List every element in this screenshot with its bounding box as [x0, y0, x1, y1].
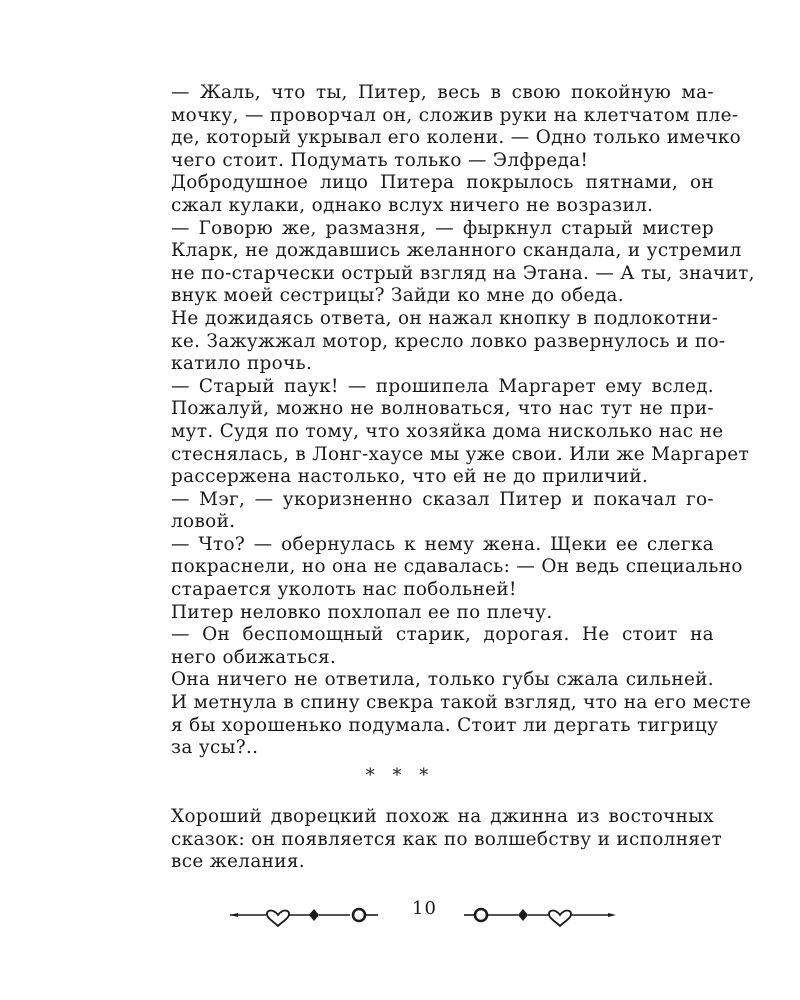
- text-line: — Мэг, — укоризненно сказал Питер и покачал го-: [171, 488, 714, 510]
- paragraph: [171, 533, 743, 602]
- main-text-continued: [171, 806, 723, 874]
- text-line: ловой.: [171, 511, 236, 533]
- text-line: за усы?..: [171, 737, 259, 759]
- section-separator: * * *: [365, 765, 435, 786]
- text-line: Кларк, не дождавшись желанного скандала, и устремил: [171, 240, 742, 262]
- main-text: [171, 82, 755, 760]
- paragraph: [171, 489, 714, 534]
- paragraph: [171, 307, 726, 376]
- ornament-left-icon: [228, 902, 400, 928]
- text-line: Питер неловко похлопал ее по плечу.: [171, 601, 553, 623]
- page-footer: [0, 890, 800, 940]
- text-line: Хороший дворецкий похож на джинна из восточных: [171, 806, 714, 827]
- text-line: Пожалуй, можно не волноваться, что нас тут не при-: [171, 398, 714, 420]
- text-line: сжал кулаки, однако вслух ничего не возразил.: [171, 194, 654, 216]
- text-line: — Что? — обернулась к нему жена. Щеки ее слегка: [171, 533, 714, 555]
- text-line: Не дожидаясь ответа, он нажал кнопку в подлокотни-: [171, 307, 719, 329]
- text-line: — Он беспомощный старик, дорогая. Не стоит на: [171, 624, 714, 646]
- text-line: не по-старчески острый взгляд на Этана. — А ты, значит,: [171, 262, 755, 284]
- ornament-right-icon: [450, 902, 622, 928]
- text-line: покраснели, но она не сдавалась: — Он ведь специально: [171, 556, 743, 578]
- text-line: — Жаль, что ты, Питер, весь в свою покойную ма-: [171, 82, 714, 103]
- text-line: ке. Зажужжал мотор, кресло ловко развернулось и по-: [171, 330, 726, 352]
- text-line: де, который укрывал его колени. — Одно только имечко: [171, 127, 742, 149]
- text-line: старается уколоть нас побольней!: [171, 579, 517, 601]
- page-number: 10: [412, 898, 437, 919]
- text-line: катило прочь.: [171, 353, 313, 375]
- text-line: чего стоит. Подумать только — Элфреда!: [171, 149, 589, 171]
- paragraph: [171, 398, 750, 488]
- text-line: рассержена настолько, что ей не до приличий.: [171, 466, 649, 488]
- text-line: сказок: он появляется как по волшебству и исполняет: [171, 828, 723, 850]
- text-line: стеснялась, в Лонг-хаусе мы уже свои. Или же Маргарет: [171, 443, 750, 465]
- paragraph: [171, 669, 752, 759]
- text-line: я бы хорошенько подумала. Стоит ли дергать тигрицу: [171, 714, 719, 736]
- paragraph: [171, 82, 742, 172]
- text-line: — Старый паук! — прошипела Маргарет ему вслед.: [171, 375, 714, 397]
- paragraph: [171, 602, 714, 625]
- text-line: внук моей сестрицы? Зайди ко мне до обеда.: [171, 285, 624, 307]
- text-line: мут. Судя по тому, что хозяйка дома нисколько нас не: [171, 420, 724, 442]
- paragraph: [171, 217, 755, 308]
- text-line: И метнула в спину свекра такой взгляд, что на его месте: [171, 692, 752, 714]
- paragraph: [171, 376, 714, 399]
- text-line: — Говорю же, размазня, — фыркнул старый мистер: [171, 217, 714, 239]
- text-line: Она ничего не ответила, только губы сжала сильней.: [171, 669, 714, 691]
- paragraph: [171, 806, 723, 874]
- paragraph: [171, 624, 714, 669]
- text-line: все желания.: [171, 851, 305, 873]
- text-line: него обижаться.: [171, 646, 337, 668]
- text-line: мочку, — проворчал он, сложив руки на клетчатом пле-: [171, 104, 739, 126]
- text-line: Добродушное лицо Питера покрылось пятнами, он: [171, 172, 714, 194]
- paragraph: [171, 172, 714, 217]
